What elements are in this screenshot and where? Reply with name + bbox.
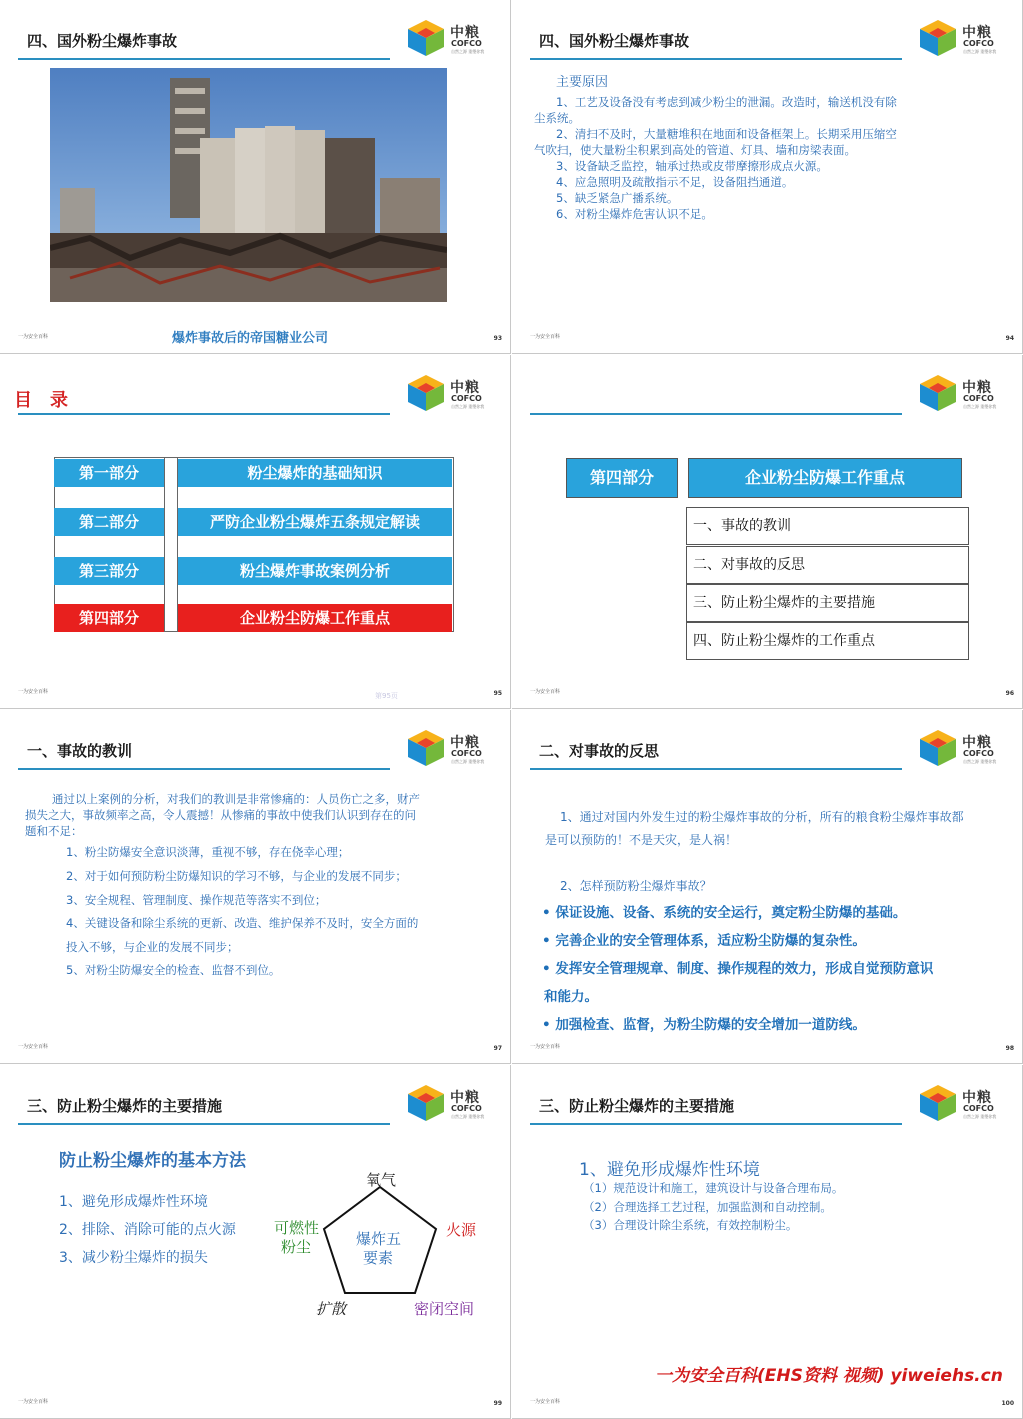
slide-title: 三、防止粉尘爆炸的主要措施 [539, 1097, 735, 1115]
slide-93 [0, 0, 511, 354]
title-rule [18, 413, 390, 415]
center-label: 爆炸五 [356, 1230, 402, 1248]
lesson-item: 1、粉尘防爆安全意识淡薄，重视不够，存在侥幸心理； [66, 845, 350, 859]
slide-97 [0, 710, 511, 1064]
measure-item: （1）规范设计和施工，建筑设计与设备合理布局。 [583, 1181, 844, 1195]
cofco-logo [404, 18, 494, 60]
reason-line: 气吹扫，使大量粉尘积累到高处的管道、灯具、墙和房梁表面。 [534, 143, 856, 157]
measure-heading: 1、避免形成爆炸性环境 [579, 1160, 760, 1180]
logo-en: COFCO [963, 39, 994, 48]
section-item: 一、事故的教训 [686, 507, 969, 545]
logo-cn: 中粮 [450, 380, 480, 396]
cofco-logo [916, 18, 1006, 60]
intro-line: 损失之大，事故频率之高，令人震撼！从惨痛的事故中使我们认识到存在的问 [25, 808, 416, 822]
slide-title: 二、对事故的反思 [539, 742, 660, 760]
title-rule [18, 768, 390, 770]
title-rule [530, 768, 902, 770]
reason-line: 3、设备缺乏监控，轴承过热或皮带摩擦形成点火源。 [556, 159, 828, 173]
logo-sub: 自然之源 重塑你我 [451, 759, 485, 764]
toc-row-4[interactable] [54, 604, 454, 632]
logo-en: COFCO [963, 1104, 994, 1113]
element-dust: 粉尘 [281, 1238, 312, 1256]
slide-94 [512, 0, 1023, 354]
lesson-item: 投入不够，与企业的发展不同步； [66, 940, 239, 954]
measure-bullet: • 完善企业的安全管理体系，适应粉尘防爆的复杂性。 [542, 933, 866, 949]
lesson-item: 4、关键设备和除尘系统的更新、改造、维护保养不及时，安全方面的 [66, 916, 419, 930]
footer-brand: 一为安全百科 [18, 689, 49, 695]
section-part: 第四部分 [568, 460, 676, 496]
section-item: 三、防止粉尘爆炸的主要措施 [686, 584, 969, 622]
reason-line: 2、清扫不及时，大量糖堆积在地面和设备框架上。长期采用压缩空 [556, 127, 897, 141]
reflection-p1: 是可以预防的！不是天灾，是人祸！ [545, 833, 738, 847]
method-item: 2、排除、消除可能的点火源 [59, 1222, 236, 1238]
measure-bullet-cont: 和能力。 [544, 989, 598, 1005]
toc-name: 粉尘爆炸事故案例分析 [178, 557, 452, 585]
logo-cn: 中粮 [450, 25, 480, 41]
toc-row-1[interactable] [54, 459, 454, 487]
site-watermark: 一为安全百科(EHS资料 视频) yiweiehs.cn [655, 1366, 1003, 1386]
explosion-photo [50, 68, 447, 302]
slide-99 [0, 1065, 511, 1419]
footer-brand: 一为安全百科 [18, 1044, 49, 1050]
method-item: 1、避免形成爆炸性环境 [59, 1194, 208, 1210]
slide-100 [512, 1065, 1023, 1419]
footer-brand: 一为安全百科 [530, 689, 561, 695]
method-item: 3、减少粉尘爆炸的损失 [59, 1250, 208, 1266]
toc-part: 第二部分 [54, 508, 164, 536]
reason-line: 4、应急照明及疏散指示不足，设备阻挡通道。 [556, 175, 794, 189]
measure-item: （3）合理设计除尘系统，有效控制粉尘。 [583, 1218, 798, 1232]
logo-en: COFCO [963, 394, 994, 403]
footer-brand: 一为安全百科 [530, 1044, 561, 1050]
page-number: 93 [493, 335, 502, 342]
lesson-item: 2、对于如何预防粉尘防爆知识的学习不够，与企业的发展不同步； [66, 869, 407, 883]
cofco-logo [404, 728, 494, 770]
section-item: 二、对事故的反思 [686, 546, 969, 584]
page-number: 94 [1005, 335, 1014, 342]
toc-name: 企业粉尘防爆工作重点 [178, 604, 452, 632]
reason-line: 1、工艺及设备没有考虑到减少粉尘的泄漏。改造时，输送机没有除 [556, 95, 897, 109]
toc-name: 粉尘爆炸的基础知识 [178, 459, 452, 487]
footer-brand: 一为安全百科 [530, 1399, 561, 1405]
cofco-logo [916, 373, 1006, 415]
section-item: 四、防止粉尘爆炸的工作重点 [686, 622, 969, 660]
logo-en: COFCO [963, 749, 994, 758]
slide-title: 四、国外粉尘爆炸事故 [27, 32, 178, 50]
page-number: 96 [1005, 690, 1014, 697]
slide-marker: 第95页 [375, 692, 398, 700]
logo-sub: 自然之源 重塑你我 [451, 49, 485, 54]
toc-part: 第一部分 [54, 459, 164, 487]
title-rule [18, 58, 390, 60]
page-number: 98 [1005, 1045, 1014, 1052]
section-gap [677, 458, 689, 498]
element-fire: 火源 [446, 1221, 477, 1239]
logo-sub: 自然之源 重塑你我 [963, 759, 997, 764]
title-rule [18, 1123, 390, 1125]
lesson-item: 3、安全规程、管理制度、操作规范等落实不到位； [66, 893, 327, 907]
logo-en: COFCO [451, 394, 482, 403]
reflection-p1: 1、通过对国内外发生过的粉尘爆炸事故的分析，所有的粮食粉尘爆炸事故都 [560, 810, 964, 824]
slide-title: 三、防止粉尘爆炸的主要措施 [27, 1097, 223, 1115]
cofco-logo [916, 728, 1006, 770]
logo-cn: 中粮 [962, 25, 992, 41]
logo-sub: 自然之源 重塑你我 [963, 1114, 997, 1119]
element-dust: 可燃性 [274, 1219, 320, 1237]
page-number: 97 [493, 1045, 502, 1052]
element-disperse: 扩散 [316, 1300, 347, 1318]
logo-sub: 自然之源 重塑你我 [451, 404, 485, 409]
logo-cn: 中粮 [962, 735, 992, 751]
logo-sub: 自然之源 重塑你我 [451, 1114, 485, 1119]
intro-line: 通过以上案例的分析，对我们的教训是非常惨痛的：人员伤亡之多，财产 [52, 792, 420, 806]
reflection-p2: 2、怎样预防粉尘爆炸事故？ [560, 879, 712, 893]
reasons-heading: 主要原因 [556, 75, 609, 90]
photo-caption: 爆炸事故后的帝国糖业公司 [172, 331, 329, 346]
center-label: 要素 [363, 1249, 394, 1267]
reason-line: 5、缺乏紧急广播系统。 [556, 191, 679, 205]
logo-cn: 中粮 [962, 380, 992, 396]
page-number: 95 [493, 690, 502, 697]
footer-brand: 一为安全百科 [18, 334, 49, 340]
toc-row-2[interactable] [54, 508, 454, 536]
slide-95 [0, 355, 511, 709]
toc-title: 目 录 [14, 390, 68, 411]
cofco-logo [404, 373, 494, 415]
measure-bullet: • 发挥安全管理规章、制度、操作规程的效力，形成自觉预防意识 [542, 961, 934, 977]
logo-cn: 中粮 [962, 1090, 992, 1106]
logo-cn: 中粮 [450, 735, 480, 751]
toc-row-3[interactable] [54, 557, 454, 585]
slide-title: 四、国外粉尘爆炸事故 [539, 32, 690, 50]
element-oxygen: 氧气 [366, 1171, 397, 1189]
logo-en: COFCO [451, 749, 482, 758]
page-number: 99 [493, 1400, 502, 1407]
title-rule [530, 1123, 902, 1125]
measure-bullet: • 保证设施、设备、系统的安全运行，奠定粉尘防爆的基础。 [542, 905, 907, 921]
measure-item: （2）合理选择工艺过程，加强监测和自动控制。 [583, 1200, 832, 1214]
cofco-logo [916, 1083, 1006, 1125]
toc-name: 严防企业粉尘爆炸五条规定解读 [178, 508, 452, 536]
footer-brand: 一为安全百科 [530, 334, 561, 340]
element-confined: 密闭空间 [414, 1300, 475, 1318]
toc-part: 第三部分 [54, 557, 164, 585]
title-rule [530, 413, 902, 415]
measure-bullet: • 加强检查、监督，为粉尘防爆的安全增加一道防线。 [542, 1017, 866, 1033]
logo-en: COFCO [451, 1104, 482, 1113]
footer-brand: 一为安全百科 [18, 1399, 49, 1405]
logo-cn: 中粮 [450, 1090, 480, 1106]
slide-98 [512, 710, 1023, 1064]
intro-line: 题和不足： [25, 824, 83, 838]
cofco-logo [404, 1083, 494, 1125]
methods-heading: 防止粉尘爆炸的基本方法 [59, 1151, 246, 1171]
reason-line: 6、对粉尘爆炸危害认识不足。 [556, 207, 713, 221]
page-number: 100 [1001, 1400, 1014, 1407]
section-name: 企业粉尘防爆工作重点 [744, 468, 905, 487]
slide-title: 一、事故的教训 [27, 742, 133, 760]
logo-en: COFCO [451, 39, 482, 48]
title-rule [530, 58, 902, 60]
reason-line: 尘系统。 [534, 111, 580, 125]
toc-part: 第四部分 [54, 604, 164, 632]
slide-96 [512, 355, 1023, 709]
logo-sub: 自然之源 重塑你我 [963, 404, 997, 409]
lesson-item: 5、对粉尘防爆安全的检查、监督不到位。 [66, 963, 281, 977]
logo-sub: 自然之源 重塑你我 [963, 49, 997, 54]
